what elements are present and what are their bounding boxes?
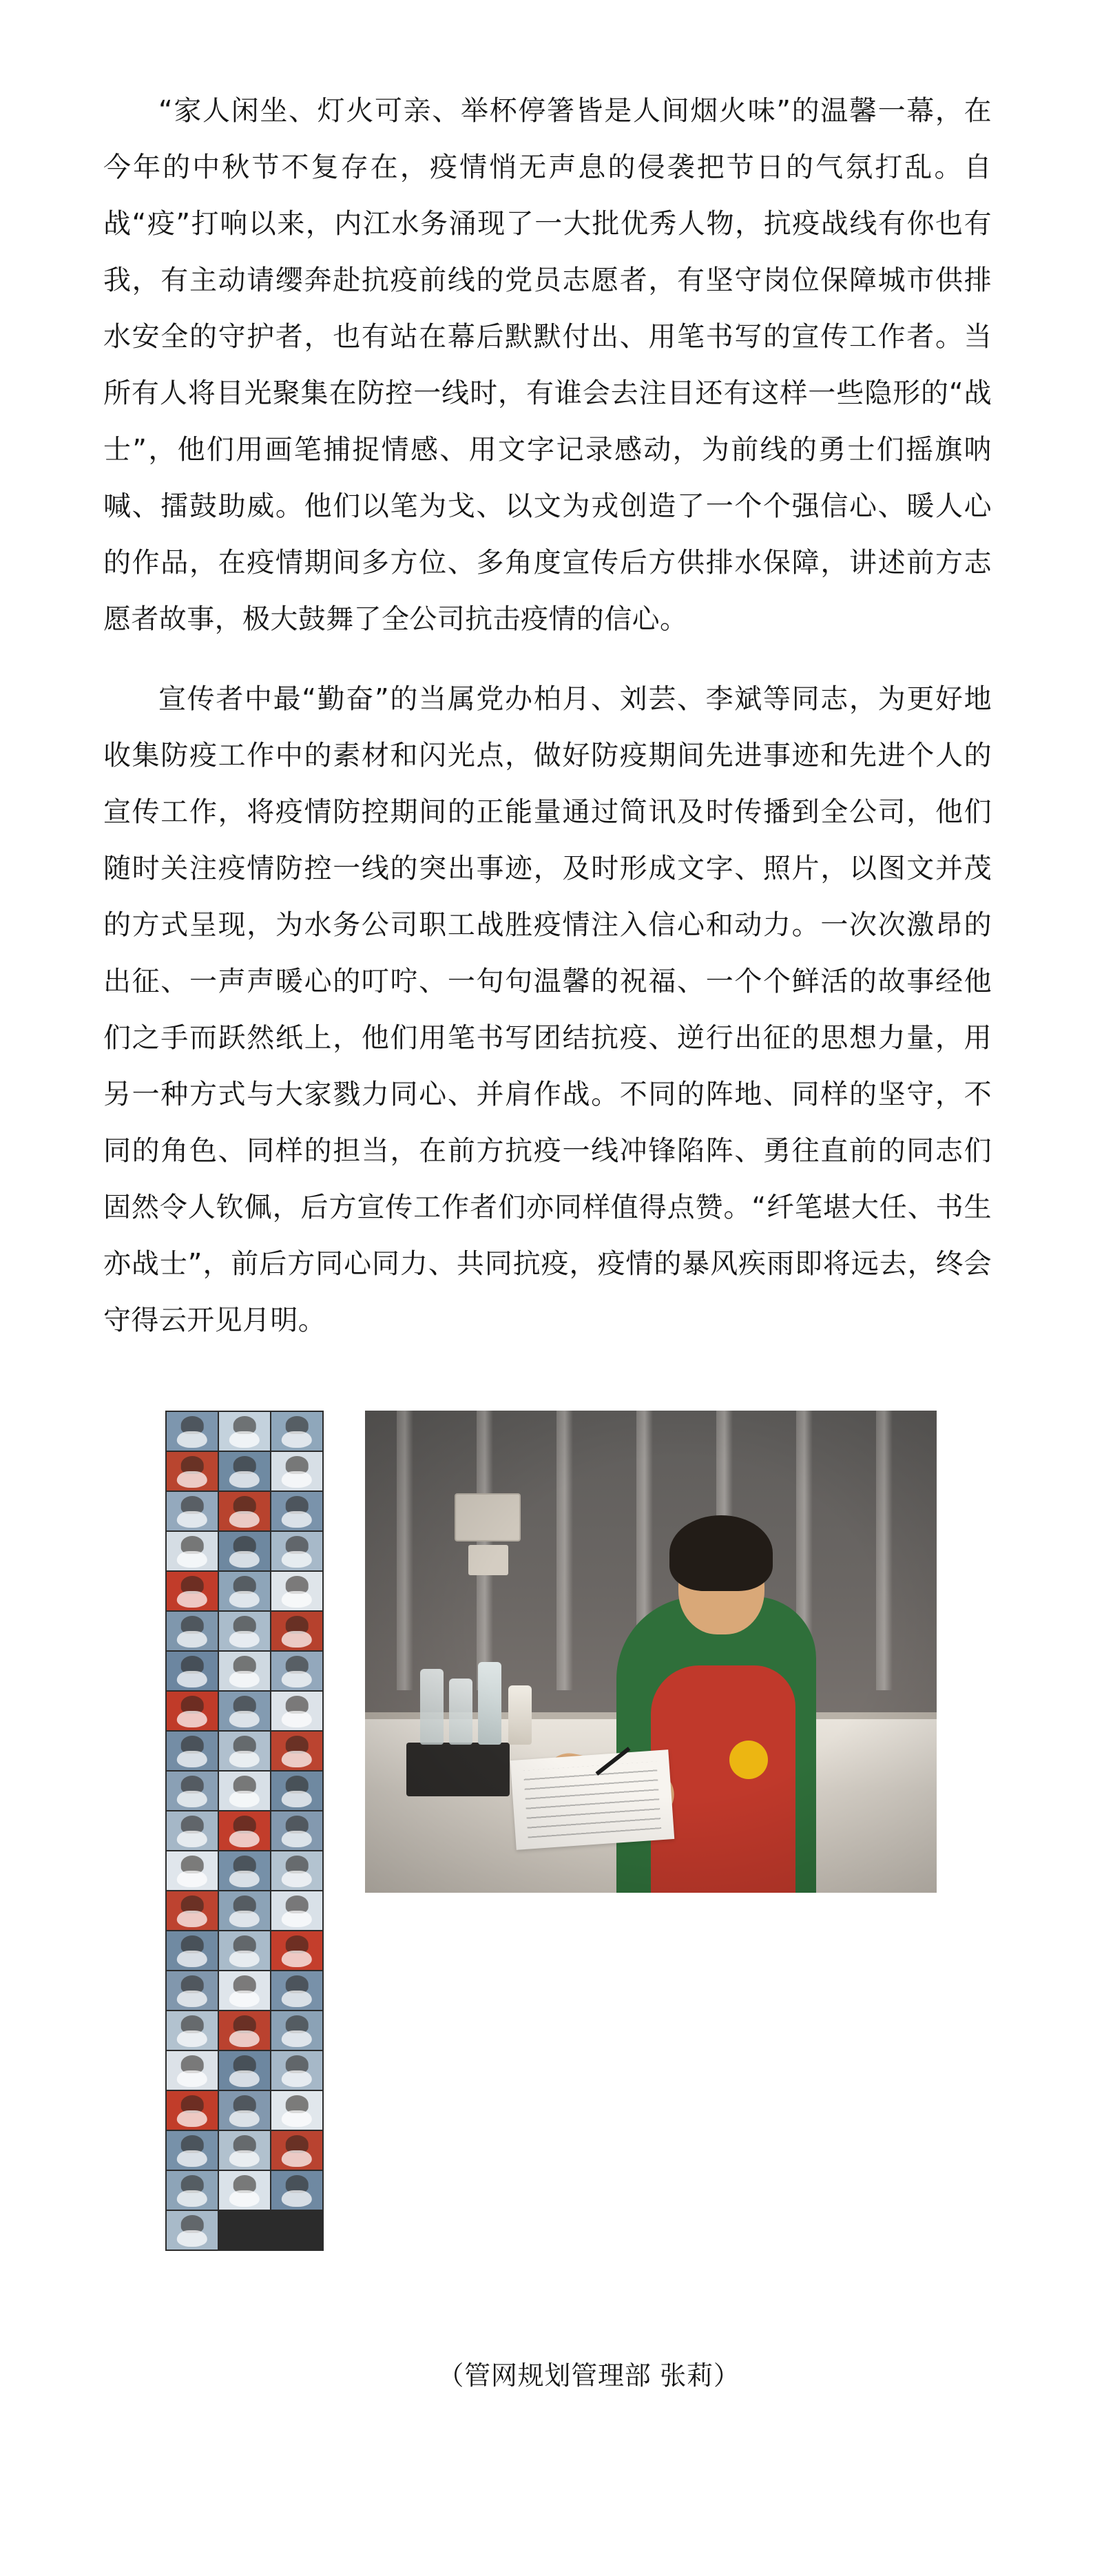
collage-tile [167,1492,218,1530]
collage-tile [167,2091,218,2130]
collage-tile [271,2011,322,2050]
collage-tile [271,2131,322,2170]
collage-tile [219,2091,270,2130]
collage-tile [219,2051,270,2090]
paragraph-2: 宣传者中最“勤奋”的当属党办柏月、刘芸、李斌等同志，为更好地收集防疫工作中的素材和闪光点，做好防疫期间先进事迹和先进个人的宣传工作，将疫情防控期间的正能量通过简讯及时传播到全公司，他们随时关注疫情防控一线的突出事迹，及时形成文字、照片，以图文并茂的方式呈现，为水务公司职工战胜疫情注入信心和动力。一次次激昂的出征、一声声暖心的叮咛、一句句温馨的祝福、一个个鲜活的故事经他们之手而跃然纸上，他们用笔书写团结抗疫、逆行出征的思想力量，用另一种方式与大家戮力同心、并肩作战。不同的阵地、同样的坚守，不同的角色、同样的担当，在前方抗疫一线冲锋陷阵、勇往直前的同志们固然令人钦佩，后方宣传工作者们亦同样值得点赞。“纤笔堪大任、书生亦战士”，前后方同心同力、共同抗疫，疫情的暴风疾雨即将远去，终会守得云开见月明。 [103,683,992,1336]
paragraph-1: “家人闲坐、灯火可亲、举杯停箸皆是人间烟火味”的温馨一幕，在今年的中秋节不复存在，疫情悄无声息的侵袭把节日的气氛打乱。自战“疫”打响以来，内江水务涌现了一大批优秀人物，抗疫战线有你也有我，有主动请缨奔赴抗疫前线的党员志愿者，有坚守岗位保障城市供排水安全的守护者，也有站在幕后默默付出、用笔书写的宣传工作者。当所有人将目光聚集在防控一线时，有谁会去注目还有这样一些隐形的“战士”，他们用画笔捕捉情感、用文字记录感动，为前线的勇士们摇旗呐喊、擂鼓助威。他们以笔为戈、以文为戎创造了一个个强信心、暖人心的作品，在疫情期间多方位、多角度宣传后方供排水保障，讲述前方志愿者故事，极大鼓舞了全公司抗击疫情的信心。 [103,95,992,635]
article-body [103,83,992,2392]
collage-tile [167,1652,218,1690]
collage-tile [219,1851,270,1890]
collage-tile [167,1811,218,1850]
collage-tile [167,1452,218,1490]
collage-tile [167,1891,218,1930]
collage-tile [271,1652,322,1690]
collage-tile [219,1692,270,1730]
collage-tile [167,1851,218,1890]
collage-tile [167,1971,218,2010]
collage-tile [271,1452,322,1490]
collage-tile [167,2011,218,2050]
collage-tile [219,2171,270,2210]
collage-tile [167,1931,218,1970]
collage-tile [167,1572,218,1610]
collage-tile [271,1971,322,2010]
collage-tile [219,1891,270,1930]
collage-tile [167,2131,218,2170]
signature-line [103,2354,992,2392]
collage-tile [219,1612,270,1650]
collage-tile [219,1931,270,1970]
collage-tile [219,1412,270,1451]
collage-tile [219,1532,270,1570]
collage-tile [271,1692,322,1730]
collage-tile [219,1811,270,1850]
collage-tile [271,1732,322,1770]
collage-tile [167,1772,218,1810]
collage-tile [271,2091,322,2130]
media-row [103,1411,992,2251]
collage-tile [167,2211,218,2250]
collage-tile [271,1851,322,1890]
collage-tile [271,2051,322,2090]
collage-tile [219,1971,270,2010]
collage-tile [167,1412,218,1451]
collage-tile [167,1692,218,1730]
collage-tile [219,1452,270,1490]
collage-tile [219,1492,270,1530]
collage-tile [271,1891,322,1930]
collage-tile [271,1532,322,1570]
volunteer-photo-image [365,1411,937,1893]
collage-tile [219,1652,270,1690]
collage-tile [219,1732,270,1770]
collage-tile [271,1612,322,1650]
collage-tile [167,1532,218,1570]
collage-tile [271,2171,322,2210]
collage-tile [271,1412,322,1451]
collage-tile [271,1811,322,1850]
collage-tile [167,1612,218,1650]
collage-tile [219,1772,270,1810]
collage-tile [219,2131,270,2170]
photo-collage-image [165,1411,324,2251]
collage-tile [167,1732,218,1770]
collage-tile [271,1492,322,1530]
collage-tile [219,2011,270,2050]
signature-text: （管网规划管理部 张莉） [437,2360,740,2391]
collage-tile [271,1572,322,1610]
collage-tile [219,1572,270,1610]
collage-tile [167,2051,218,2090]
collage-tile [271,1931,322,1970]
photo-vignette [365,1411,937,1893]
collage-tile [167,2171,218,2210]
collage-tile [271,1772,322,1810]
